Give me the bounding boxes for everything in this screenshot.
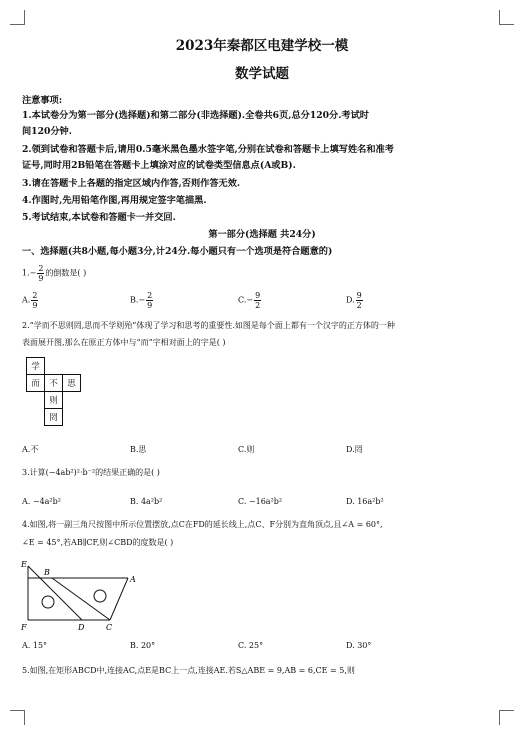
crop-mark-bottom-left	[10, 710, 25, 725]
net-cell: 思	[63, 375, 81, 392]
question-4-option-a[interactable]: A. 15°	[22, 641, 48, 650]
crop-mark-top-right	[499, 10, 514, 25]
section-1-heading: 一、选择题(共8小题,每小题3分,计24分.每小题只有一个选项是符合题意的)	[22, 246, 333, 257]
question-2-line-1: 2.“学而不思则罔,思而不学则殆”体现了学习和思考的重要性.如图是每个面上都有一个汉字的正方体的一种	[22, 321, 395, 330]
notes-heading: 注意事项:	[22, 95, 63, 106]
question-3-option-a[interactable]: A. −4a²b²	[22, 497, 61, 506]
question-3-option-d[interactable]: D. 16a²b²	[346, 497, 384, 506]
question-1-option-d[interactable]: D. $\frac{9}{2}$	[346, 291, 362, 310]
question-2-option-b[interactable]: B.思	[130, 445, 147, 454]
triangle-rulers-figure	[18, 558, 148, 636]
question-1-option-b[interactable]: B.− $\frac{2}{9}$	[130, 291, 153, 310]
note-1a: 1.本试卷分为第一部分(选择题)和第二部分(非选择题).全卷共6页,总分120分.考试时	[22, 110, 369, 121]
crop-mark-bottom-right	[499, 710, 514, 725]
question-1-option-c[interactable]: C.− $\frac{9}{2}$	[238, 291, 261, 310]
question-4-line-2: ∠E = 45°,若AB∥CF,则∠CBD的度数是( )	[22, 538, 174, 547]
question-1-stem: 1.− $\frac{2}{9}$ 的倒数是( )	[22, 264, 87, 283]
question-3-stem: 3.计算(−4ab²)²·b⁻²的结果正确的是( )	[22, 468, 160, 477]
question-5-line-1: 5.如图,在矩形ABCD中,连接AC,点E是BC上一点,连接AE.若S△ABE = 9,AB = 6,CE = 5,则	[22, 666, 355, 675]
note-3: 3.请在答题卡上各题的指定区域内作答,否则作答无效.	[22, 178, 241, 189]
question-2-option-d[interactable]: D.罔	[346, 445, 363, 454]
part1-heading: 第一部分(选择题 共24分)	[208, 229, 316, 240]
cube-net-figure	[26, 357, 81, 426]
question-4-option-d[interactable]: D. 30°	[346, 641, 372, 650]
exam-subtitle: 数学试题	[235, 66, 289, 82]
label-e: E	[21, 560, 27, 569]
net-cell: 不	[45, 375, 63, 392]
note-1b: 间120分钟.	[22, 126, 72, 137]
label-f: F	[21, 623, 27, 632]
exam-title: 2023年秦都区电建学校一模	[175, 38, 349, 54]
net-cell: 而	[27, 375, 45, 392]
question-1-option-a[interactable]: A. $\frac{2}{9}$	[22, 291, 38, 310]
question-2-line-2: 表面展开图,那么在原正方体中与“而”字相对面上的字是( )	[22, 338, 226, 347]
note-2a: 2.领到试卷和答题卡后,请用0.5毫米黑色墨水签字笔,分别在试卷和答题卡上填写姓名和准考	[22, 144, 394, 155]
note-4: 4.作图时,先用铅笔作图,再用规定签字笔描黑.	[22, 195, 207, 206]
label-b: B	[44, 568, 50, 577]
label-d: D	[78, 623, 85, 632]
note-5: 5.考试结束,本试卷和答题卡一并交回.	[22, 212, 176, 223]
note-2b: 证号,同时用2B铅笔在答题卡上填涂对应的试卷类型信息点(A或B).	[22, 160, 296, 171]
question-4-option-c[interactable]: C. 25°	[238, 641, 264, 650]
question-2-option-a[interactable]: A.不	[22, 445, 39, 454]
question-3-option-c[interactable]: C. −16a²b²	[238, 497, 283, 506]
crop-mark-top-left	[10, 10, 25, 25]
net-cell: 罔	[45, 409, 63, 426]
label-a: A	[130, 575, 136, 584]
question-3-option-b[interactable]: B. 4a²b²	[130, 497, 163, 506]
net-cell: 学	[27, 358, 45, 375]
question-2-option-c[interactable]: C.则	[238, 445, 255, 454]
net-cell: 则	[45, 392, 63, 409]
question-4-line-1: 4.如图,将一副三角尺按图中所示位置摆放,点C在FD的延长线上,点C、F分别为直角顶点,且∠A = 60°,	[22, 520, 383, 529]
label-c: C	[106, 623, 113, 632]
question-4-option-b[interactable]: B. 20°	[130, 641, 156, 650]
